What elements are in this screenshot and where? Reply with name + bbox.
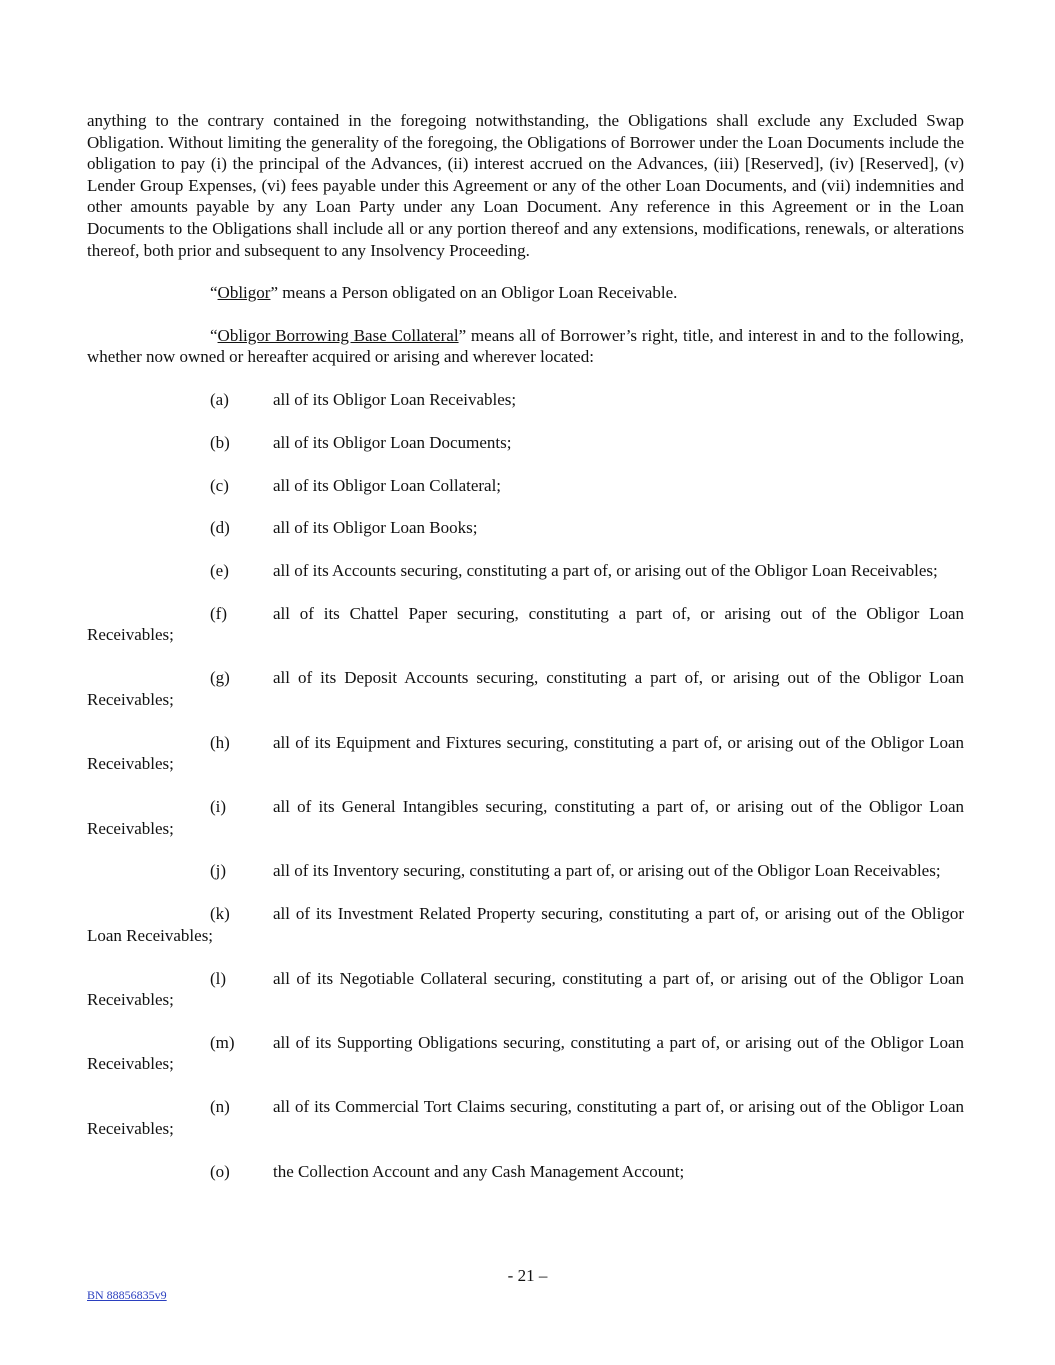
- list-item: [87, 432, 964, 454]
- list-item-label: (a): [210, 389, 229, 409]
- list-item: [87, 389, 964, 411]
- list-item: [87, 560, 964, 582]
- list-item-text: all of its General Intangibles securing, constituting a part of, or arising out of the Obligor Loan Receivables;: [87, 796, 964, 838]
- open-quote: “: [210, 325, 218, 345]
- list-item-text: all of its Equipment and Fixtures securing, constituting a part of, or arising out of the Obligor Loan Receivables;: [87, 732, 964, 774]
- list-item-label: (h): [210, 732, 230, 752]
- list-item-label: (n): [210, 1097, 230, 1117]
- list-item-text: all of its Commercial Tort Claims securing, constituting a part of, or arising out of the Obligor Loan Receivables;: [87, 1097, 964, 1138]
- list-item: [87, 732, 964, 775]
- list-item-text: all of its Deposit Accounts securing, constituting a part of, or arising out of the Obligor Loan Receivables;: [87, 668, 964, 709]
- list-item-text: all of its Supporting Obligations securing, constituting a part of, or arising out of the Obligor Loan Receivables;: [87, 1032, 964, 1074]
- list-item: [87, 860, 964, 882]
- definition-text: ” means all of Borrower’s right, title, and interest in and to the following, whether now owned or hereafter acquired or arising and wherever located:: [87, 325, 964, 367]
- list-item-text: all of its Obligor Loan Documents;: [273, 432, 512, 452]
- document-id-link[interactable]: BN 88856835v9: [87, 1288, 167, 1302]
- list-item-text: all of its Accounts securing, constituting a part of, or arising out of the Obligor Loan Receivables;: [273, 561, 938, 581]
- page-number: - 21 –: [507, 1266, 548, 1285]
- list-item-label: (l): [210, 968, 227, 988]
- definition-obligor: [87, 282, 964, 304]
- list-item: [87, 475, 964, 497]
- list-item: [87, 603, 964, 646]
- list-item-text: all of its Obligor Loan Receivables;: [273, 389, 517, 409]
- list-item-label: (g): [210, 668, 230, 688]
- intro-paragraph: anything to the contrary contained in the foregoing notwithstanding, the Obligations shall exclude any Excluded Swap Obligation. Without limiting the generality of the foregoing, the Obligations of Borrower under the Loan Documents include the obligation to pay (i) the principal of the Advances, (ii) interest accrued on the Advances, (iii) [Reserved], (iv) [Reserved], (v) Lender Group Expenses, (vi) fees payable under this Agreement or any of the other Loan Documents, and (vii) indemnities and other amounts payable by any Loan Party under any Loan Document. Any reference in this Agreement or in the Loan Documents to the Obligations shall include all or any portion thereof and any extensions, modifications, renewals, or alterations thereof, both prior and subsequent to any Insolvency Proceeding.: [87, 111, 964, 260]
- list-item-label: (c): [210, 475, 229, 495]
- list-item-text: all of its Investment Related Property securing, constituting a part of, or arising out of the Obligor Loan Receivables;: [87, 904, 964, 945]
- definition-text: ” means a Person obligated on an Obligor Loan Receivable.: [270, 283, 678, 303]
- list-item-text: all of its Chattel Paper securing, constituting a part of, or arising out of the Obligor Loan Receivables;: [87, 603, 964, 645]
- defined-term-obligor-borrowing-base-collateral: Obligor Borrowing Base Collateral: [217, 325, 459, 345]
- list-item-label: (k): [210, 904, 230, 924]
- list-item-label: (o): [210, 1161, 230, 1181]
- list-item: [87, 667, 964, 710]
- list-item-text: all of its Obligor Loan Books;: [273, 518, 478, 538]
- list-item-label: (b): [210, 432, 230, 452]
- open-quote: “: [210, 283, 218, 303]
- list-item: [87, 968, 964, 1011]
- list-item-label: (i): [210, 796, 227, 816]
- list-item-label: (m): [210, 1032, 235, 1052]
- defined-term-obligor: Obligor: [217, 283, 271, 303]
- document-body: [87, 110, 964, 1203]
- list-item-text: all of its Inventory securing, constituting a part of, or arising out of the Obligor Loan Receivables;: [273, 861, 941, 881]
- list-item: [87, 796, 964, 839]
- list-item-text: all of its Obligor Loan Collateral;: [273, 475, 502, 495]
- list-item: [87, 903, 964, 946]
- collateral-list: [87, 389, 964, 1182]
- list-item: [87, 1096, 964, 1139]
- list-item-text: all of its Negotiable Collateral securing, constituting a part of, or arising out of the Obligor Loan Receivables;: [87, 968, 964, 1010]
- list-item-label: (f): [210, 603, 227, 623]
- list-item-label: (e): [210, 561, 229, 581]
- list-item: [87, 1032, 964, 1075]
- definition-obligor-borrowing-base-collateral: [87, 325, 964, 368]
- list-item: [87, 517, 964, 539]
- list-item-label: (j): [210, 861, 227, 881]
- list-item-label: (d): [210, 518, 230, 538]
- list-item-text: the Collection Account and any Cash Management Account;: [273, 1161, 685, 1181]
- list-item: [87, 1161, 964, 1183]
